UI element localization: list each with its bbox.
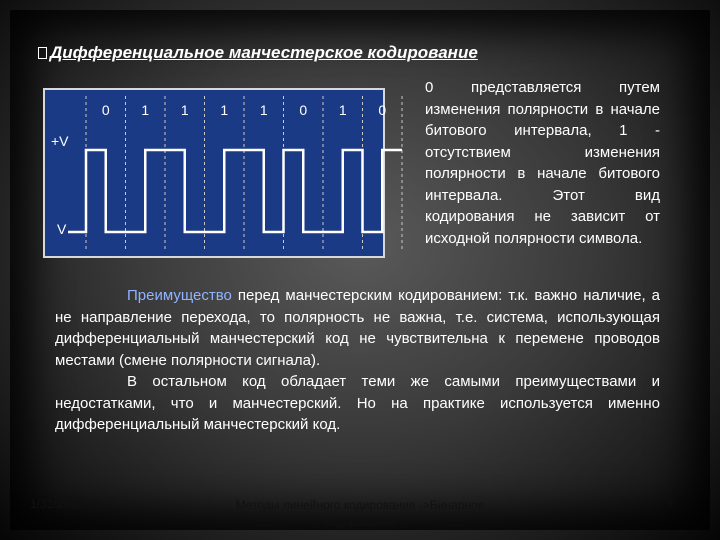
advantage-text: перед манчестерским кодированием: т.к. важно наличие, а не направление перехода, то полярность не важна, т.е. система, использующая дифференциальный манчестерский код не чувствительна к перемене проводов местами (смене полярности сигнала). [55,287,660,369]
footer-page-number: 7 [667,497,674,511]
bit-label: 0 [378,102,387,118]
high-level-label: +V [51,133,69,149]
body-text [55,285,660,436]
bit-label: 1 [220,102,229,118]
remainder-paragraph: В остальном код обладает теми же самыми преимуществами и недостатками, что и манчестерский. Но на практике используется именно дифференциальный манчестерский код. [55,373,660,433]
title-text: Дифференциальное манчестерское кодирование [50,43,478,62]
bit-label: 1 [259,102,268,118]
footer-center: Методы линейного кодирования ->Бинарное кодирование [235,498,485,529]
bit-label: 0 [101,102,110,118]
bit-label: 1 [180,102,189,118]
advantage-paragraph [55,285,660,371]
bit-label: 1 [338,102,347,118]
bullet-icon [38,47,47,59]
slide-title [38,43,478,63]
low-level-label: V [57,221,67,237]
bit-label: 1 [141,102,150,118]
description-text: 0 представляется путем изменения полярности в начале битового интервала, 1 - отсутствием изменения полярности в начале битового интервала. Этот вид кодирования не зависит от исходной полярности символа. [425,79,660,247]
bit-label: 0 [299,102,308,118]
footer-date: 1/31/2018 [30,497,84,511]
manchester-diagram [43,88,385,258]
advantage-highlight: Преимущество [127,287,232,304]
